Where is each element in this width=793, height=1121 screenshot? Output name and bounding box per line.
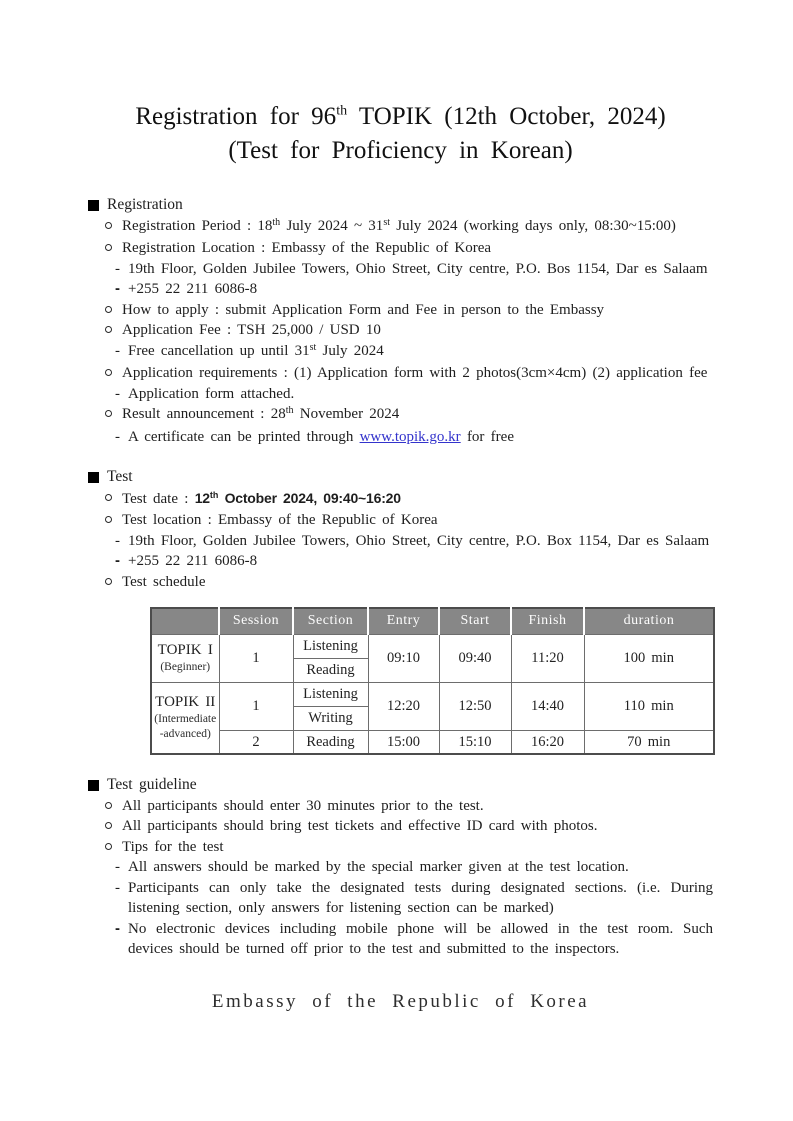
circle-bullet-icon [105, 488, 122, 501]
test-schedule-table [150, 607, 715, 755]
circle-list-item [105, 572, 713, 593]
table-cell-start: 12:50 [439, 682, 511, 730]
text-segment: All answers should be marked by the special marker given at the test location. [128, 859, 629, 875]
circle-list-item [105, 363, 713, 384]
text-segment: Application requirements : (1) Application form with 2 photos(3cm×4cm) (2) application fee [122, 365, 708, 381]
circle-list-item [105, 837, 713, 858]
section-items [88, 216, 713, 448]
circle-bullet-icon [105, 837, 122, 850]
table-cell-level [151, 682, 219, 754]
table-cell-finish: 16:20 [511, 730, 584, 754]
table-cell-duration: 100 min [584, 634, 714, 682]
table-cell-section: Reading [293, 658, 368, 682]
table-cell-session: 1 [219, 634, 293, 682]
text-segment: All participants should bring test tickets and effective ID card with photos. [122, 818, 598, 834]
list-item-text [128, 857, 713, 878]
text-segment: Result announcement : 28 [122, 406, 286, 422]
text-segment: Test date : [122, 490, 195, 507]
table-cell-level [151, 634, 219, 682]
dash-bullet-icon: - [115, 919, 120, 937]
text-segment: No electronic devices including mobile phone will be allowed in the test room. Such devices should be turned off prior to the test and submitted to the inspectors. [128, 920, 713, 957]
text-segment: Tips for the test [122, 838, 224, 855]
dash-list-item [115, 857, 713, 878]
list-item-text [128, 531, 713, 552]
dash-bullet-icon: - [115, 428, 120, 445]
circle-list-item [105, 488, 713, 511]
table-cell-duration: 70 min [584, 730, 714, 754]
table-cell-section: Writing [293, 706, 368, 730]
text-segment: 12 [194, 489, 210, 506]
section-heading [88, 195, 713, 216]
list-item-text [122, 488, 713, 511]
title-line-2: (Test for Proficiency in Korean) [228, 137, 573, 164]
text-segment: +255 22 211 6086-8 [128, 553, 258, 569]
list-item-text [122, 796, 713, 817]
section-heading [88, 775, 713, 796]
text-segment: July 2024 ~ 31 [280, 217, 384, 234]
dash-list-item [115, 384, 713, 405]
list-item-text [122, 238, 713, 259]
text-segment: Free cancellation up until 31 [128, 342, 310, 359]
column-header-entry: Entry [368, 608, 439, 634]
circle-bullet-icon [105, 300, 122, 313]
table-row [151, 682, 714, 706]
text-segment: Application Fee : TSH 25,000 / USD 10 [122, 322, 381, 338]
text-segment: A certificate can be printed through [128, 428, 360, 445]
column-header-finish: Finish [511, 608, 584, 634]
table-cell-duration: 110 min [584, 682, 714, 730]
dash-list-item [115, 551, 713, 572]
black-square-bullet-icon [88, 200, 99, 211]
dash-list-item [115, 919, 713, 960]
text-segment: Application form attached. [128, 385, 295, 402]
dash-list-item [115, 341, 713, 364]
level-subname: (Intermediate [154, 713, 217, 726]
text-segment: Registration Location : Embassy of the Republic of Korea [122, 240, 492, 256]
title-line-1 [88, 100, 713, 134]
list-item-text [128, 384, 713, 405]
table-cell-start: 09:40 [439, 634, 511, 682]
list-item-text [128, 259, 713, 280]
level-subname: (Beginner) [160, 661, 211, 673]
document-title [88, 100, 713, 168]
section-registration [88, 195, 713, 447]
dash-bullet-icon: - [115, 385, 120, 402]
circle-list-item [105, 816, 713, 837]
column-header-duration: duration [584, 608, 714, 634]
table-row [151, 730, 714, 754]
circle-bullet-icon [105, 216, 122, 229]
section-heading-label: Registration [107, 196, 183, 213]
list-item-text [122, 320, 713, 341]
section-items [88, 488, 713, 593]
text-segment: st [309, 341, 317, 353]
list-item-text [128, 341, 713, 364]
list-item-text [122, 216, 713, 239]
table-cell-entry: 12:20 [368, 682, 439, 730]
dash-list-item [115, 878, 713, 919]
table-cell-entry: 09:10 [368, 634, 439, 682]
circle-bullet-icon [105, 238, 122, 251]
text-segment: for free [460, 428, 514, 445]
list-item-text [128, 878, 713, 919]
list-item-text [122, 404, 713, 427]
footer-org-name: Embassy of the Republic of Korea [211, 990, 590, 1012]
circle-list-item [105, 320, 713, 341]
table-cell-finish: 11:20 [511, 634, 584, 682]
list-item-text [128, 919, 713, 960]
table-cell-entry: 15:00 [368, 730, 439, 754]
text-segment: 19th Floor, Golden Jubilee Towers, Ohio Street, City centre, P.O. Bos 1154, Dar es Salaam [128, 260, 708, 277]
circle-bullet-icon [105, 404, 122, 417]
column-header-section: Section [293, 608, 368, 634]
text-segment: th [285, 405, 294, 416]
table-cell-session: 2 [219, 730, 293, 754]
section-heading-label: Test guideline [107, 776, 197, 793]
dash-list-item [115, 427, 713, 448]
column-header-session: Session [219, 608, 293, 634]
section-heading [88, 467, 713, 488]
dash-list-item [115, 259, 713, 280]
section-test-guideline [88, 775, 713, 960]
table-header-row [151, 608, 714, 634]
list-item-text [122, 837, 713, 858]
black-square-bullet-icon [88, 472, 99, 483]
list-item-text [122, 363, 713, 384]
list-item-text [128, 551, 713, 572]
text-segment: How to apply : submit Application Form and Fee in person to the Embassy [122, 301, 605, 318]
circle-list-item [105, 300, 713, 321]
level-name: TOPIK I [157, 642, 213, 658]
dash-bullet-icon: - [115, 280, 120, 297]
text-segment: 19th Floor, Golden Jubilee Towers, Ohio Street, City centre, P.O. Box 1154, Dar es Salaam [128, 532, 710, 549]
section-heading-label: Test [107, 468, 133, 485]
text-segment: st [383, 216, 390, 228]
list-item-text [122, 816, 713, 837]
text-segment: th [272, 216, 281, 228]
level-subname: -advanced) [159, 728, 211, 741]
circle-bullet-icon [105, 816, 122, 829]
dash-list-item [115, 531, 713, 552]
text-segment: All participants should enter 30 minutes prior to the test. [122, 797, 484, 814]
circle-list-item [105, 796, 713, 817]
dash-bullet-icon: - [115, 260, 120, 277]
circle-list-item [105, 510, 713, 531]
section-items [88, 796, 713, 960]
table-cell-finish: 14:40 [511, 682, 584, 730]
dash-bullet-icon: - [115, 532, 120, 549]
text-segment: th [209, 489, 219, 500]
text-segment: Test location : Embassy of the Republic of Korea [122, 512, 438, 528]
title-text: TOPIK (12th October, 2024) [347, 103, 666, 130]
dash-bullet-icon: - [115, 879, 120, 896]
dash-bullet-icon: - [115, 342, 120, 359]
text-segment: July 2024 (working days only, 08:30~15:00) [389, 217, 676, 234]
level-name: TOPIK II [155, 694, 216, 711]
circle-bullet-icon [105, 320, 122, 333]
dash-bullet-icon: - [115, 859, 120, 875]
list-item-text [128, 427, 713, 448]
text-segment: Registration Period : 18 [122, 217, 273, 234]
text-segment: November 2024 [293, 406, 400, 422]
column-header-blank [151, 608, 219, 634]
title-text: Registration for 96 [135, 103, 337, 130]
text-segment: July 2024 [316, 342, 384, 359]
table-cell-session: 1 [219, 682, 293, 730]
list-item-text [128, 279, 713, 300]
list-item-text [122, 572, 713, 593]
text-segment: Test schedule [122, 573, 206, 590]
table-cell-section: Listening [293, 682, 368, 706]
circle-list-item [105, 238, 713, 259]
table-cell-start: 15:10 [439, 730, 511, 754]
topik-website-link[interactable]: www.topik.go.kr [359, 428, 461, 445]
circle-bullet-icon [105, 572, 122, 585]
column-header-start: Start [439, 608, 511, 634]
text-segment: +255 22 211 6086-8 [128, 281, 258, 297]
circle-bullet-icon [105, 510, 122, 523]
black-square-bullet-icon [88, 780, 99, 791]
circle-list-item [105, 216, 713, 239]
dash-list-item [115, 279, 713, 300]
table-cell-section: Reading [293, 730, 368, 754]
circle-bullet-icon [105, 363, 122, 376]
section-test [88, 467, 713, 755]
circle-list-item [105, 404, 713, 427]
list-item-text [122, 300, 713, 321]
text-segment: Participants can only take the designated tests during designated sections. (i.e. During listening section, only answers for listening section can be marked) [128, 879, 713, 916]
table-row [151, 634, 714, 658]
table-cell-section: Listening [293, 634, 368, 658]
list-item-text [122, 510, 713, 531]
dash-bullet-icon: - [115, 552, 120, 569]
circle-bullet-icon [105, 796, 122, 809]
title-superscript: th [336, 103, 348, 119]
text-segment: October 2024, 09:40~16:20 [218, 489, 401, 506]
